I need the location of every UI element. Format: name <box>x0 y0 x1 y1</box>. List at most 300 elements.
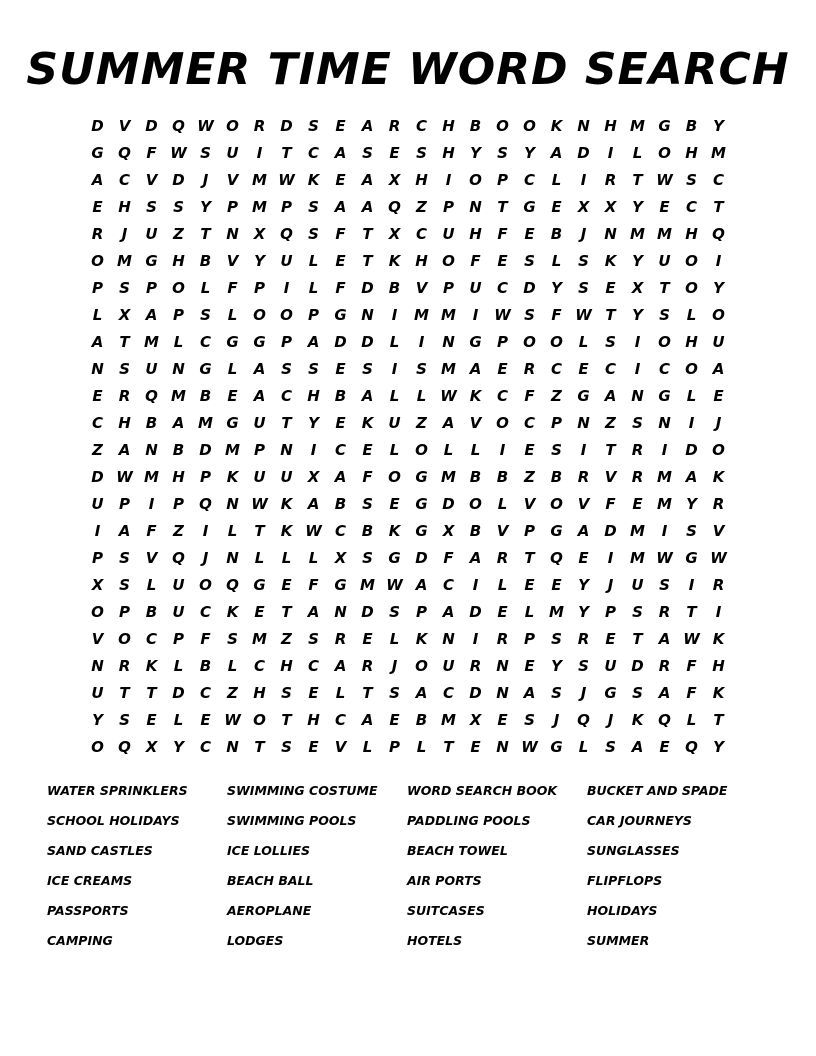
grid-letter: H <box>712 656 725 675</box>
grid-letter: A <box>361 116 374 135</box>
grid-letter: H <box>415 170 428 189</box>
grid-letter: R <box>334 629 347 648</box>
grid-letter: T <box>686 602 697 621</box>
grid-letter: Y <box>524 143 535 162</box>
grid-letter: S <box>308 224 319 243</box>
grid-letter: G <box>334 305 347 324</box>
grid-letter: G <box>388 548 401 567</box>
grid-letter: H <box>685 143 698 162</box>
grid-letter: B <box>334 386 347 405</box>
grid-letter: E <box>92 386 103 405</box>
grid-letter: A <box>523 683 536 702</box>
grid-letter: I <box>418 332 425 351</box>
grid-letter: C <box>415 224 427 243</box>
grid-letter: S <box>173 197 184 216</box>
grid-letter: O <box>523 332 536 351</box>
grid-letter: B <box>550 467 563 486</box>
grid-letter: G <box>253 332 266 351</box>
grid-letter: I <box>256 143 263 162</box>
grid-letter: Q <box>172 548 185 567</box>
grid-letter: L <box>362 737 373 756</box>
grid-letter: Z <box>605 413 616 432</box>
grid-letter: U <box>280 251 293 270</box>
grid-letter: S <box>200 143 211 162</box>
grid-letter: L <box>497 575 508 594</box>
grid-letter: Y <box>578 602 589 621</box>
grid-letter: H <box>253 683 266 702</box>
grid-letter: V <box>226 251 239 270</box>
grid-letter: V <box>469 413 482 432</box>
grid-letter: T <box>119 683 130 702</box>
grid-letter: Y <box>632 197 643 216</box>
grid-letter: O <box>388 467 401 486</box>
grid-letter: O <box>253 305 266 324</box>
grid-letter: N <box>91 656 104 675</box>
grid-letter: E <box>524 224 535 243</box>
grid-letter: P <box>281 197 292 216</box>
grid-letter: X <box>307 467 320 486</box>
grid-letter: A <box>658 629 671 648</box>
grid-letter: P <box>173 629 184 648</box>
grid-letter: A <box>685 467 698 486</box>
grid-letter: A <box>91 170 104 189</box>
grid-letter: G <box>577 386 590 405</box>
grid-letter: M <box>144 332 159 351</box>
grid-letter: P <box>200 467 211 486</box>
grid-letter: Y <box>200 197 211 216</box>
grid-letter: R <box>388 116 401 135</box>
grid-letter: S <box>524 305 535 324</box>
grid-letter: C <box>199 737 211 756</box>
grid-letter: N <box>172 359 185 378</box>
grid-letter: E <box>389 710 400 729</box>
grid-letter: O <box>172 278 185 297</box>
grid-letter: E <box>605 278 616 297</box>
grid-letter: D <box>91 467 104 486</box>
grid-letter: P <box>92 278 103 297</box>
word-list-item: BEACH TOWEL <box>407 843 508 858</box>
grid-letter: S <box>119 278 130 297</box>
grid-letter: D <box>172 170 185 189</box>
grid-letter: S <box>119 575 130 594</box>
grid-letter: F <box>443 548 454 567</box>
grid-letter: O <box>415 440 428 459</box>
grid-letter: U <box>631 575 644 594</box>
grid-letter: M <box>441 359 456 378</box>
grid-letter: H <box>118 413 131 432</box>
grid-letter: B <box>469 467 482 486</box>
grid-letter: K <box>388 251 401 270</box>
grid-letter: K <box>307 170 320 189</box>
grid-letter: T <box>605 305 616 324</box>
grid-letter: V <box>577 494 590 513</box>
grid-letter: D <box>334 332 347 351</box>
grid-letter: U <box>172 602 185 621</box>
grid-letter: Q <box>118 737 131 756</box>
grid-letter: A <box>253 386 266 405</box>
grid-letter: S <box>119 359 130 378</box>
grid-letter: W <box>224 710 241 729</box>
grid-letter: L <box>227 521 238 540</box>
grid-letter: H <box>118 197 131 216</box>
grid-letter: Z <box>173 521 184 540</box>
grid-letter: A <box>334 656 347 675</box>
grid-letter: S <box>524 710 535 729</box>
grid-letter: J <box>607 575 614 594</box>
grid-letter: O <box>415 656 428 675</box>
grid-letter: D <box>631 656 644 675</box>
grid-letter: M <box>711 143 726 162</box>
grid-letter: U <box>145 359 158 378</box>
grid-letter: S <box>659 305 670 324</box>
grid-letter: E <box>470 737 481 756</box>
grid-letter: I <box>283 278 290 297</box>
grid-letter: K <box>388 521 401 540</box>
grid-letter: R <box>496 629 509 648</box>
grid-letter: Y <box>308 413 319 432</box>
grid-letter: N <box>577 116 590 135</box>
grid-letter: E <box>335 413 346 432</box>
word-list-item: SWIMMING POOLS <box>227 813 357 828</box>
grid-letter: U <box>712 332 725 351</box>
grid-letter: Y <box>713 116 724 135</box>
grid-letter: C <box>415 116 427 135</box>
grid-letter: K <box>280 521 293 540</box>
grid-letter: L <box>389 332 400 351</box>
grid-letter: M <box>360 575 375 594</box>
grid-letter: N <box>442 629 455 648</box>
grid-letter: Q <box>118 143 131 162</box>
grid-letter: S <box>416 359 427 378</box>
grid-letter: O <box>280 305 293 324</box>
grid-letter: E <box>146 710 157 729</box>
grid-letter: F <box>335 224 346 243</box>
grid-letter: U <box>388 413 401 432</box>
grid-letter: O <box>685 359 698 378</box>
grid-letter: Q <box>145 386 158 405</box>
grid-letter: T <box>659 278 670 297</box>
grid-letter: Y <box>632 251 643 270</box>
grid-letter: N <box>496 656 509 675</box>
grid-letter: I <box>499 440 506 459</box>
grid-letter: E <box>335 116 346 135</box>
grid-letter: P <box>254 440 265 459</box>
grid-letter: L <box>389 440 400 459</box>
grid-letter: F <box>686 656 697 675</box>
grid-letter: N <box>226 548 239 567</box>
grid-letter: Z <box>227 683 238 702</box>
grid-letter: C <box>712 170 724 189</box>
grid-letter: M <box>144 467 159 486</box>
grid-letter: L <box>389 629 400 648</box>
grid-letter: S <box>632 683 643 702</box>
grid-letter: C <box>604 359 616 378</box>
grid-letter: D <box>469 602 482 621</box>
grid-letter: G <box>145 251 158 270</box>
grid-letter: A <box>361 170 374 189</box>
grid-letter: R <box>631 440 644 459</box>
grid-letter: K <box>361 413 374 432</box>
grid-letter: W <box>116 467 133 486</box>
grid-letter: T <box>281 602 292 621</box>
grid-letter: R <box>361 656 374 675</box>
grid-letter: I <box>472 575 479 594</box>
grid-letter: C <box>496 278 508 297</box>
grid-letter: F <box>551 305 562 324</box>
grid-letter: L <box>173 656 184 675</box>
word-list-item: PASSPORTS <box>47 903 129 918</box>
grid-letter: U <box>658 251 671 270</box>
grid-letter: D <box>604 521 617 540</box>
grid-letter: E <box>578 548 589 567</box>
grid-letter: R <box>577 467 590 486</box>
grid-letter: T <box>146 683 157 702</box>
grid-letter: C <box>523 170 535 189</box>
grid-letter: S <box>578 656 589 675</box>
grid-letter: R <box>712 575 725 594</box>
grid-letter: E <box>659 737 670 756</box>
grid-letter: X <box>388 224 401 243</box>
grid-letter: L <box>416 737 427 756</box>
grid-letter: A <box>145 305 158 324</box>
grid-letter: C <box>496 386 508 405</box>
grid-letter: P <box>416 602 427 621</box>
grid-letter: G <box>334 575 347 594</box>
grid-letter: X <box>604 197 617 216</box>
grid-letter: E <box>578 359 589 378</box>
grid-letter: A <box>469 548 482 567</box>
grid-letter: W <box>278 170 295 189</box>
grid-letter: B <box>496 467 509 486</box>
grid-letter: P <box>119 494 130 513</box>
grid-letter: O <box>91 737 104 756</box>
grid-letter: S <box>497 143 508 162</box>
grid-letter: P <box>227 197 238 216</box>
grid-letter: X <box>334 548 347 567</box>
grid-letter: P <box>119 602 130 621</box>
grid-letter: O <box>550 332 563 351</box>
grid-letter: O <box>496 116 509 135</box>
grid-letter: R <box>658 602 671 621</box>
grid-letter: N <box>658 413 671 432</box>
grid-letter: S <box>362 143 373 162</box>
grid-letter: C <box>442 683 454 702</box>
grid-letter: C <box>91 413 103 432</box>
grid-letter: W <box>305 521 322 540</box>
grid-letter: G <box>469 332 482 351</box>
grid-letter: S <box>362 494 373 513</box>
grid-letter: H <box>172 467 185 486</box>
grid-letter: Y <box>92 710 103 729</box>
grid-letter: M <box>657 494 672 513</box>
grid-letter: R <box>496 548 509 567</box>
grid-letter: S <box>605 332 616 351</box>
grid-letter: Z <box>173 224 184 243</box>
grid-letter: L <box>686 710 697 729</box>
grid-letter: I <box>472 629 479 648</box>
grid-letter: P <box>497 332 508 351</box>
grid-letter: Z <box>281 629 292 648</box>
grid-letter: T <box>281 143 292 162</box>
grid-letter: G <box>253 575 266 594</box>
grid-letter: K <box>712 683 725 702</box>
grid-letter: S <box>551 683 562 702</box>
grid-letter: B <box>469 521 482 540</box>
grid-letter: U <box>172 575 185 594</box>
grid-letter: S <box>659 575 670 594</box>
grid-letter: A <box>415 575 428 594</box>
grid-letter: N <box>631 386 644 405</box>
grid-letter: U <box>442 656 455 675</box>
grid-letter: V <box>604 467 617 486</box>
grid-letter: V <box>145 548 158 567</box>
grid-letter: H <box>685 332 698 351</box>
grid-letter: C <box>523 413 535 432</box>
grid-letter: L <box>281 548 292 567</box>
grid-letter: O <box>226 116 239 135</box>
grid-letter: M <box>225 440 240 459</box>
grid-letter: T <box>254 521 265 540</box>
grid-letter: E <box>389 494 400 513</box>
grid-letter: I <box>391 305 398 324</box>
grid-letter: M <box>414 305 429 324</box>
grid-letter: A <box>442 602 455 621</box>
grid-letter: N <box>226 224 239 243</box>
grid-letter: B <box>172 440 185 459</box>
grid-letter: H <box>685 224 698 243</box>
grid-letter: G <box>415 521 428 540</box>
grid-letter: I <box>148 494 155 513</box>
grid-letter: Q <box>226 575 239 594</box>
grid-letter: I <box>661 440 668 459</box>
grid-letter: N <box>496 683 509 702</box>
grid-letter: S <box>308 116 319 135</box>
grid-letter: K <box>280 494 293 513</box>
grid-letter: G <box>415 494 428 513</box>
grid-letter: A <box>334 143 347 162</box>
grid-letter: M <box>441 710 456 729</box>
grid-letter: C <box>658 359 670 378</box>
grid-letter: M <box>441 305 456 324</box>
grid-letter: R <box>712 494 725 513</box>
grid-letter: G <box>604 683 617 702</box>
grid-letter: P <box>524 629 535 648</box>
grid-letter: U <box>226 143 239 162</box>
grid-letter: E <box>227 386 238 405</box>
grid-letter: S <box>578 278 589 297</box>
grid-letter: A <box>307 332 320 351</box>
grid-letter: S <box>119 548 130 567</box>
grid-letter: O <box>91 602 104 621</box>
grid-letter: L <box>308 278 319 297</box>
grid-letter: T <box>200 224 211 243</box>
grid-letter: M <box>630 224 645 243</box>
grid-letter: W <box>683 629 700 648</box>
grid-letter: G <box>523 197 536 216</box>
grid-letter: I <box>688 575 695 594</box>
grid-letter: J <box>121 224 128 243</box>
grid-letter: Z <box>551 386 562 405</box>
grid-letter: O <box>523 116 536 135</box>
grid-letter: K <box>415 629 428 648</box>
grid-letter: A <box>361 386 374 405</box>
grid-letter: N <box>280 440 293 459</box>
grid-letter: T <box>362 224 373 243</box>
grid-letter: F <box>497 224 508 243</box>
word-list-item: FLIPFLOPS <box>587 873 663 888</box>
grid-letter: S <box>578 251 589 270</box>
grid-letter: O <box>118 629 131 648</box>
grid-letter: C <box>199 683 211 702</box>
grid-letter: V <box>523 494 536 513</box>
grid-letter: E <box>335 359 346 378</box>
grid-letter: N <box>226 737 239 756</box>
grid-letter: U <box>442 224 455 243</box>
grid-letter: S <box>686 521 697 540</box>
grid-letter: N <box>145 440 158 459</box>
grid-letter: F <box>146 143 157 162</box>
grid-letter: R <box>577 629 590 648</box>
grid-letter: F <box>524 386 535 405</box>
grid-letter: C <box>199 332 211 351</box>
grid-letter: E <box>659 197 670 216</box>
grid-letter: V <box>334 737 347 756</box>
grid-letter: E <box>308 737 319 756</box>
grid-letter: D <box>469 683 482 702</box>
grid-letter: Z <box>92 440 103 459</box>
word-list-item: HOLIDAYS <box>587 903 658 918</box>
grid-letter: D <box>415 548 428 567</box>
grid-letter: L <box>146 575 157 594</box>
grid-letter: V <box>496 521 509 540</box>
word-list-item: HOTELS <box>407 933 463 948</box>
grid-letter: C <box>280 386 292 405</box>
grid-letter: T <box>362 683 373 702</box>
grid-letter: P <box>308 305 319 324</box>
grid-letter: L <box>389 386 400 405</box>
grid-letter: V <box>118 116 131 135</box>
grid-letter: W <box>197 116 214 135</box>
grid-letter: A <box>253 359 266 378</box>
grid-letter: L <box>254 548 265 567</box>
grid-letter: W <box>251 494 268 513</box>
grid-letter: E <box>524 656 535 675</box>
grid-letter: U <box>91 494 104 513</box>
grid-letter: E <box>362 629 373 648</box>
grid-letter: O <box>253 710 266 729</box>
grid-letter: N <box>91 359 104 378</box>
grid-letter: S <box>281 359 292 378</box>
grid-letter: C <box>334 440 346 459</box>
grid-letter: O <box>712 305 725 324</box>
grid-letter: I <box>445 170 452 189</box>
grid-letter: Z <box>524 467 535 486</box>
grid-letter: X <box>118 305 131 324</box>
grid-letter: D <box>280 116 293 135</box>
grid-letter: Q <box>172 116 185 135</box>
grid-letter: U <box>604 656 617 675</box>
grid-letter: A <box>577 521 590 540</box>
grid-letter: U <box>253 413 266 432</box>
word-list-item: CAMPING <box>47 933 113 948</box>
word-list-item: WATER SPRINKLERS <box>47 783 188 798</box>
grid-letter: Y <box>632 305 643 324</box>
grid-letter: T <box>497 197 508 216</box>
grid-letter: K <box>145 656 158 675</box>
grid-letter: P <box>173 494 184 513</box>
grid-letter: F <box>146 521 157 540</box>
grid-letter: K <box>469 386 482 405</box>
